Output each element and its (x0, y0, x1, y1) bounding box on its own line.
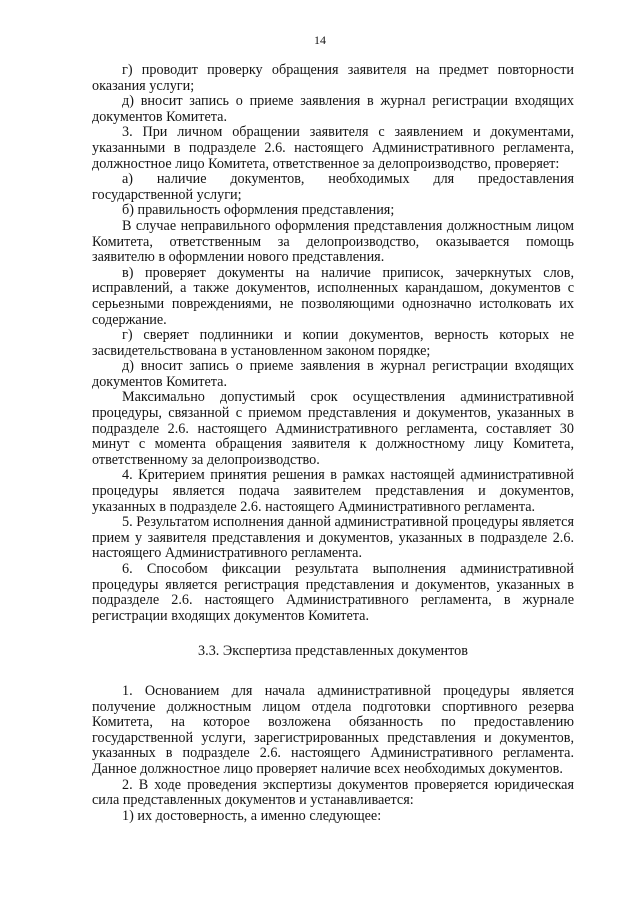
paragraph: 3. При личном обращении заявителя с заявлением и документами, указанными в подразделе 2.6. настоящего Административного регламента, должностное лицо Комитета, ответственное за делопроизводство, проверяет: (92, 124, 574, 172)
paragraph: В случае неправильного оформления представления должностным лицом Комитета, ответственным за делопроизводство, оказывается помощь заявителю в оформлении нового представления. (92, 217, 574, 266)
paragraph: 2. В ходе проведения экспертизы документов проверяется юридическая сила представленных документов и устанавливается: (92, 776, 574, 809)
section-heading: 3.3. Экспертиза представленных документов (198, 643, 468, 660)
paragraph: д) вносит запись о приеме заявления в журнал регистрации входящих документов Комитета. (92, 93, 574, 125)
document-body (92, 63, 574, 824)
paragraph: 1. Основанием для начала административной процедуры является получение должностным лицом отдела подготовки спортивного резерва Комитета, на которое возложена обязанность по предоставлению государственной услуги, зарегистрированных представления и документов, указанных в подразделе 2.6. настоящего Административного регламента. Данное должностное лицо проверяет наличие всех необходимых документов. (92, 682, 574, 777)
paragraph: 6. Способом фиксации результата выполнения административной процедуры является регистрация представления и документов, указанных в подразделе 2.6. настоящего Административного регламента, в журнале регистрации входящих документов Комитета. (92, 561, 574, 624)
paragraph: а) наличие документов, необходимых для предоставления государственной услуги; (92, 171, 574, 203)
paragraph: б) правильность оформления представления; (122, 202, 395, 219)
paragraph: д) вносит запись о приеме заявления в журнал регистрации входящих документов Комитета. (92, 358, 574, 390)
paragraph: 1) их достоверность, а именно следующее: (122, 807, 382, 824)
paragraph: г) сверяет подлинники и копии документов, верность которых не засвидетельствована в установленном законом порядке; (92, 327, 574, 359)
paragraph: г) проводит проверку обращения заявителя на предмет повторности оказания услуги; (92, 62, 574, 94)
page-number: 14 (314, 33, 326, 47)
paragraph: в) проверяет документы на наличие приписок, зачеркнутых слов, исправлений, а также документов, исполненных карандашом, документов с серьезными повреждениями, не позволяющими однозначно истолковать их содержание. (92, 264, 574, 328)
paragraph: 5. Результатом исполнения данной административной процедуры является прием у заявителя представления и документов, указанных в подразделе 2.6. настоящего Административного регламента. (92, 514, 574, 562)
paragraph: Максимально допустимый срок осуществления административной процедуры, связанной с приемом представления и документов, указанных в подразделе 2.6. настоящего Административного регламента, составляет 30 минут с момента обращения заявителя к должностному лицу Комитета, ответственному за делопроизводство. (92, 389, 574, 468)
paragraph: 4. Критерием принятия решения в рамках настоящей административной процедуры является подача заявителем представления и документов, указанных в подразделе 2.6. настоящего Административного регламента. (92, 467, 574, 515)
